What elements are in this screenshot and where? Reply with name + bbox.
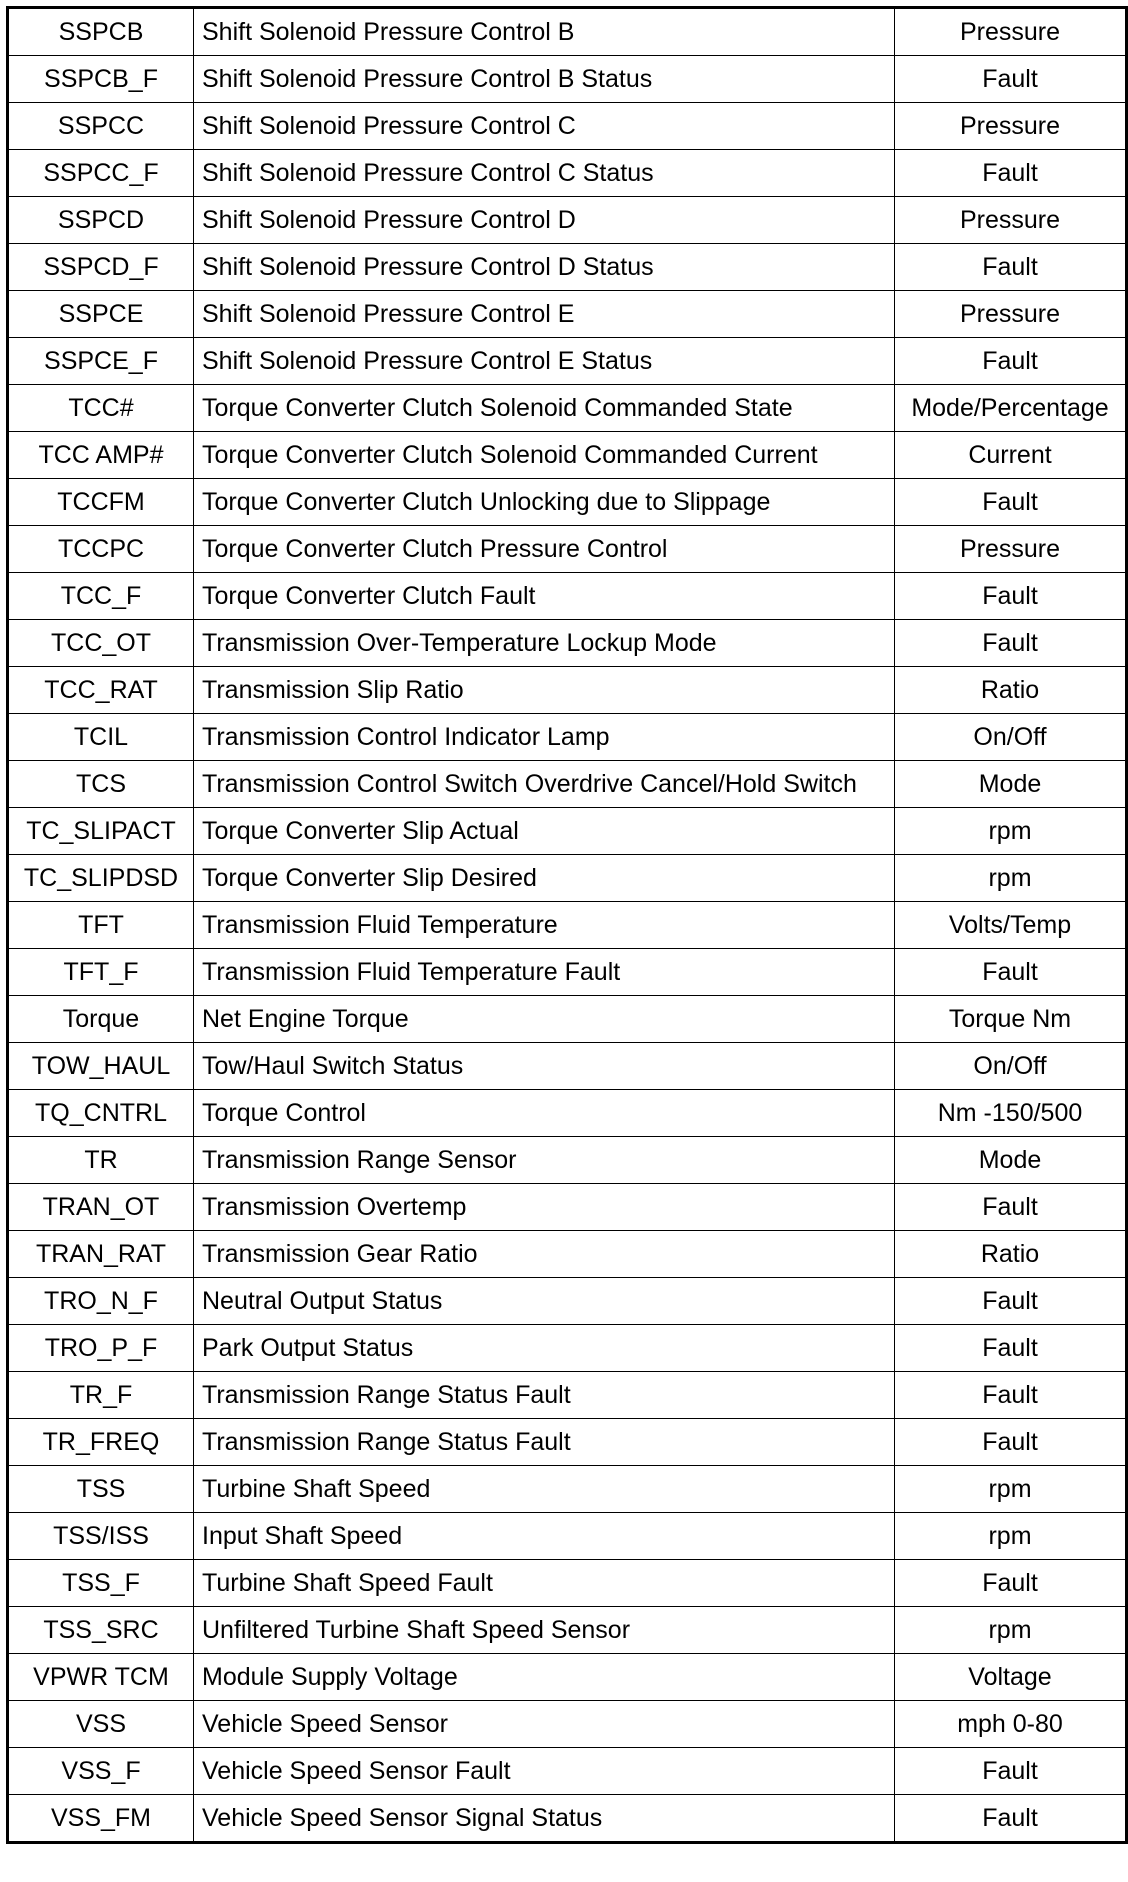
unit-cell: Fault — [895, 479, 1127, 526]
table-row — [8, 526, 1127, 573]
table-row — [8, 1278, 1127, 1325]
pid-cell: TRO_P_F — [8, 1325, 194, 1372]
table-row — [8, 573, 1127, 620]
unit-cell: Fault — [895, 1325, 1127, 1372]
pid-cell: Torque — [8, 996, 194, 1043]
unit-cell: Pressure — [895, 103, 1127, 150]
pid-cell: TFT — [8, 902, 194, 949]
pid-cell: VSS — [8, 1701, 194, 1748]
description-cell: Module Supply Voltage — [194, 1654, 895, 1701]
description-cell: Transmission Fluid Temperature Fault — [194, 949, 895, 996]
table-row — [8, 1795, 1127, 1843]
pid-cell: TC_SLIPDSD — [8, 855, 194, 902]
pid-cell: TOW_HAUL — [8, 1043, 194, 1090]
pid-cell: TRO_N_F — [8, 1278, 194, 1325]
description-cell: Shift Solenoid Pressure Control E Status — [194, 338, 895, 385]
unit-cell: mph 0-80 — [895, 1701, 1127, 1748]
table-row — [8, 1043, 1127, 1090]
pid-cell: TSS_SRC — [8, 1607, 194, 1654]
unit-cell: rpm — [895, 1607, 1127, 1654]
description-cell: Net Engine Torque — [194, 996, 895, 1043]
unit-cell: Mode — [895, 1137, 1127, 1184]
table-row — [8, 1607, 1127, 1654]
table-row — [8, 761, 1127, 808]
table-row — [8, 244, 1127, 291]
unit-cell: Fault — [895, 244, 1127, 291]
unit-cell: Fault — [895, 1278, 1127, 1325]
table-row — [8, 714, 1127, 761]
unit-cell: Fault — [895, 338, 1127, 385]
unit-cell: Fault — [895, 1795, 1127, 1843]
unit-cell: On/Off — [895, 714, 1127, 761]
pid-cell: SSPCE — [8, 291, 194, 338]
unit-cell: Fault — [895, 150, 1127, 197]
pid-cell: TR — [8, 1137, 194, 1184]
description-cell: Shift Solenoid Pressure Control E — [194, 291, 895, 338]
unit-cell: rpm — [895, 808, 1127, 855]
unit-cell: Mode/Percentage — [895, 385, 1127, 432]
description-cell: Shift Solenoid Pressure Control C — [194, 103, 895, 150]
description-cell: Turbine Shaft Speed Fault — [194, 1560, 895, 1607]
table-row — [8, 338, 1127, 385]
description-cell: Turbine Shaft Speed — [194, 1466, 895, 1513]
table-row — [8, 808, 1127, 855]
description-cell: Shift Solenoid Pressure Control B Status — [194, 56, 895, 103]
pid-cell: TRAN_OT — [8, 1184, 194, 1231]
description-cell: Torque Converter Slip Actual — [194, 808, 895, 855]
description-cell: Torque Converter Clutch Solenoid Commanded Current — [194, 432, 895, 479]
pid-cell: TR_F — [8, 1372, 194, 1419]
description-cell: Shift Solenoid Pressure Control C Status — [194, 150, 895, 197]
pid-table — [6, 6, 1128, 1844]
table-row — [8, 620, 1127, 667]
unit-cell: Fault — [895, 573, 1127, 620]
table-row — [8, 1513, 1127, 1560]
table-row — [8, 1748, 1127, 1795]
description-cell: Transmission Overtemp — [194, 1184, 895, 1231]
unit-cell: Fault — [895, 949, 1127, 996]
description-cell: Torque Converter Clutch Pressure Control — [194, 526, 895, 573]
pid-cell: TR_FREQ — [8, 1419, 194, 1466]
table-row — [8, 1090, 1127, 1137]
description-cell: Transmission Over-Temperature Lockup Mode — [194, 620, 895, 667]
table-row — [8, 1184, 1127, 1231]
table-row — [8, 291, 1127, 338]
description-cell: Transmission Range Status Fault — [194, 1419, 895, 1466]
pid-cell: SSPCC_F — [8, 150, 194, 197]
unit-cell: Pressure — [895, 526, 1127, 573]
unit-cell: rpm — [895, 1513, 1127, 1560]
description-cell: Torque Converter Slip Desired — [194, 855, 895, 902]
unit-cell: Mode — [895, 761, 1127, 808]
description-cell: Vehicle Speed Sensor Fault — [194, 1748, 895, 1795]
unit-cell: rpm — [895, 1466, 1127, 1513]
table-row — [8, 150, 1127, 197]
pid-cell: SSPCD — [8, 197, 194, 244]
table-row — [8, 197, 1127, 244]
description-cell: Torque Converter Clutch Solenoid Commanded State — [194, 385, 895, 432]
pid-cell: SSPCE_F — [8, 338, 194, 385]
unit-cell: Voltage — [895, 1654, 1127, 1701]
description-cell: Transmission Range Sensor — [194, 1137, 895, 1184]
unit-cell: Pressure — [895, 197, 1127, 244]
unit-cell: Fault — [895, 1560, 1127, 1607]
unit-cell: Ratio — [895, 667, 1127, 714]
pid-cell: TCCPC — [8, 526, 194, 573]
unit-cell: Fault — [895, 1419, 1127, 1466]
description-cell: Neutral Output Status — [194, 1278, 895, 1325]
description-cell: Transmission Gear Ratio — [194, 1231, 895, 1278]
pid-cell: TCS — [8, 761, 194, 808]
document-page — [6, 6, 1109, 1844]
description-cell: Vehicle Speed Sensor Signal Status — [194, 1795, 895, 1843]
unit-cell: Ratio — [895, 1231, 1127, 1278]
description-cell: Shift Solenoid Pressure Control D Status — [194, 244, 895, 291]
table-row — [8, 1654, 1127, 1701]
unit-cell: Fault — [895, 56, 1127, 103]
description-cell: Unfiltered Turbine Shaft Speed Sensor — [194, 1607, 895, 1654]
unit-cell: Volts/Temp — [895, 902, 1127, 949]
pid-cell: TCC# — [8, 385, 194, 432]
description-cell: Shift Solenoid Pressure Control B — [194, 8, 895, 56]
pid-cell: SSPCD_F — [8, 244, 194, 291]
pid-cell: SSPCB — [8, 8, 194, 56]
pid-cell: SSPCB_F — [8, 56, 194, 103]
unit-cell: Pressure — [895, 8, 1127, 56]
unit-cell: Pressure — [895, 291, 1127, 338]
description-cell: Torque Converter Clutch Fault — [194, 573, 895, 620]
pid-table-body — [8, 8, 1127, 1843]
pid-cell: TCC AMP# — [8, 432, 194, 479]
table-row — [8, 667, 1127, 714]
pid-cell: TSS_F — [8, 1560, 194, 1607]
pid-cell: SSPCC — [8, 103, 194, 150]
pid-cell: TSS — [8, 1466, 194, 1513]
unit-cell: Torque Nm — [895, 996, 1127, 1043]
table-row — [8, 855, 1127, 902]
table-row — [8, 56, 1127, 103]
pid-cell: TCIL — [8, 714, 194, 761]
table-row — [8, 8, 1127, 56]
description-cell: Shift Solenoid Pressure Control D — [194, 197, 895, 244]
pid-cell: VPWR TCM — [8, 1654, 194, 1701]
description-cell: Input Shaft Speed — [194, 1513, 895, 1560]
table-row — [8, 103, 1127, 150]
description-cell: Park Output Status — [194, 1325, 895, 1372]
pid-cell: TCC_F — [8, 573, 194, 620]
unit-cell: Fault — [895, 620, 1127, 667]
unit-cell: Nm -150/500 — [895, 1090, 1127, 1137]
table-row — [8, 1701, 1127, 1748]
unit-cell: On/Off — [895, 1043, 1127, 1090]
description-cell: Transmission Control Indicator Lamp — [194, 714, 895, 761]
description-cell: Transmission Range Status Fault — [194, 1372, 895, 1419]
table-row — [8, 996, 1127, 1043]
pid-cell: TFT_F — [8, 949, 194, 996]
pid-cell: TRAN_RAT — [8, 1231, 194, 1278]
unit-cell: Fault — [895, 1372, 1127, 1419]
description-cell: Vehicle Speed Sensor — [194, 1701, 895, 1748]
table-row — [8, 432, 1127, 479]
unit-cell: Fault — [895, 1748, 1127, 1795]
table-row — [8, 1560, 1127, 1607]
pid-cell: VSS_FM — [8, 1795, 194, 1843]
pid-cell: TQ_CNTRL — [8, 1090, 194, 1137]
table-row — [8, 1372, 1127, 1419]
table-row — [8, 1466, 1127, 1513]
table-row — [8, 385, 1127, 432]
unit-cell: rpm — [895, 855, 1127, 902]
description-cell: Transmission Slip Ratio — [194, 667, 895, 714]
description-cell: Tow/Haul Switch Status — [194, 1043, 895, 1090]
unit-cell: Current — [895, 432, 1127, 479]
unit-cell: Fault — [895, 1184, 1127, 1231]
pid-cell: VSS_F — [8, 1748, 194, 1795]
table-row — [8, 1137, 1127, 1184]
pid-cell: TC_SLIPACT — [8, 808, 194, 855]
table-row — [8, 902, 1127, 949]
table-row — [8, 1231, 1127, 1278]
table-row — [8, 1419, 1127, 1466]
table-row — [8, 1325, 1127, 1372]
description-cell: Torque Converter Clutch Unlocking due to Slippage — [194, 479, 895, 526]
pid-cell: TCC_RAT — [8, 667, 194, 714]
description-cell: Transmission Control Switch Overdrive Cancel/Hold Switch — [194, 761, 895, 808]
table-row — [8, 479, 1127, 526]
pid-cell: TCCFM — [8, 479, 194, 526]
pid-cell: TCC_OT — [8, 620, 194, 667]
description-cell: Transmission Fluid Temperature — [194, 902, 895, 949]
pid-cell: TSS/ISS — [8, 1513, 194, 1560]
description-cell: Torque Control — [194, 1090, 895, 1137]
table-row — [8, 949, 1127, 996]
